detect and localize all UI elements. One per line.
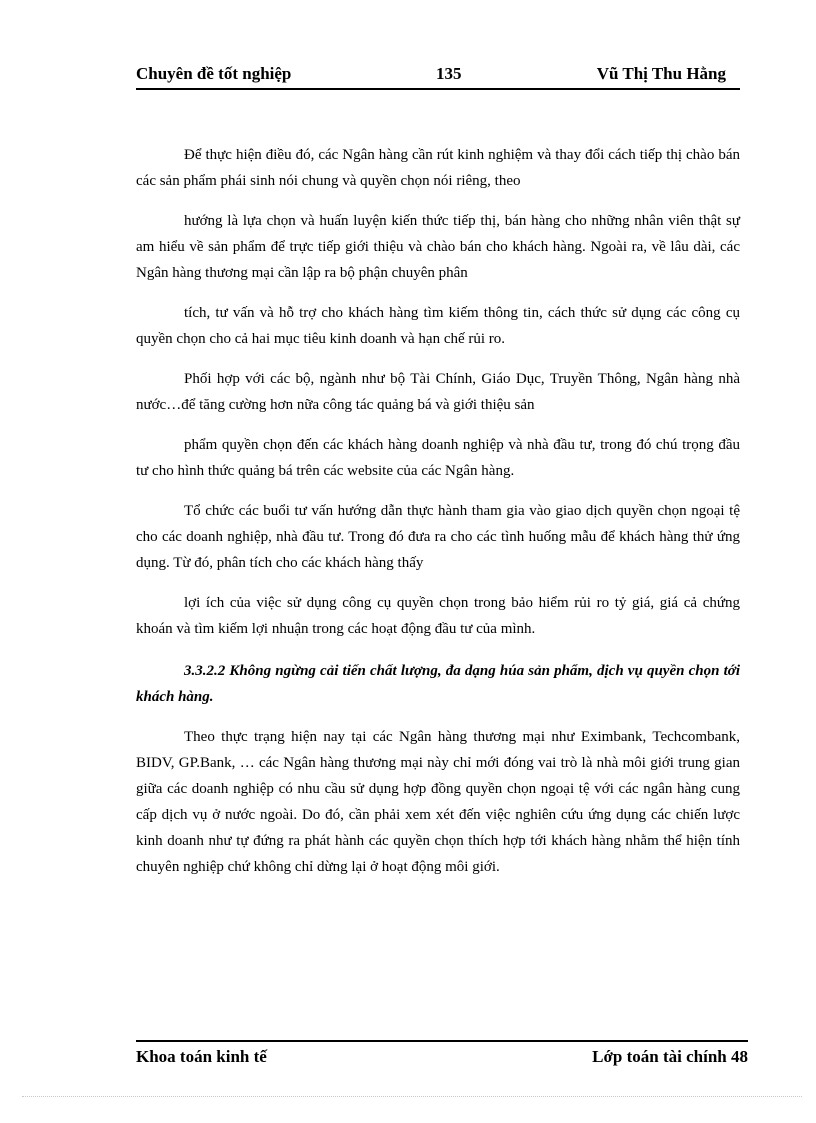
paragraph-7: lợi ích của việc sử dụng công cụ quyền chọn trong bảo hiểm rủi ro tỷ giá, giá cả chứng khoán và tìm kiếm lợi nhuận trong các hoạt động đầu tư của mình.	[136, 595, 740, 637]
paragraph-5: phẩm quyền chọn đến các khách hàng doanh nghiệp và nhà đầu tư, trong đó chú trọng đầu tư cho hình thức quảng bá trên các website của các Ngân hàng.	[136, 437, 740, 479]
header-title: Chuyên đề tốt nghiệp	[136, 64, 292, 83]
page-header	[136, 62, 740, 90]
paragraph-6: Tổ chức các buổi tư vấn hướng dẫn thực hành tham gia vào giao dịch quyền chọn ngoại tệ cho các doanh nghiệp, nhà đầu tư. Trong đó đưa ra cho các tình huống mẫu để khách hàng thử ứng dụng. Từ đó, phân tích cho các khách hàng thấy	[136, 503, 740, 571]
paragraph-2: hướng là lựa chọn và huấn luyện kiến thức tiếp thị, bán hàng cho những nhân viên thật sự am hiểu về sản phẩm để trực tiếp giới thiệu và chào bán cho khách hàng. Ngoài ra, về lâu dài, các Ngân hàng thương mại cần lập ra bộ phận chuyên phân	[136, 213, 740, 281]
paragraph-1: Để thực hiện điều đó, các Ngân hàng cần rút kinh nghiệm và thay đổi cách tiếp thị chào bán các sản phẩm phái sinh nói chung và quyền chọn nói riêng, theo	[136, 147, 740, 189]
header-author: Vũ Thị Thu Hằng	[596, 64, 726, 83]
paragraph-3: tích, tư vấn và hỗ trợ cho khách hàng tìm kiếm thông tin, cách thức sử dụng các công cụ quyền chọn cho cả hai mục tiêu kinh doanh và hạn chế rủi ro.	[136, 305, 740, 347]
footer-faculty: Khoa toán kinh tế	[136, 1047, 267, 1066]
page-bottom-divider	[22, 1096, 802, 1097]
paragraph-8: Theo thực trạng hiện nay tại các Ngân hàng thương mại như Eximbank, Techcombank, BIDV, GP.Bank, … các Ngân hàng thương mại này chỉ mới đóng vai trò là nhà môi giới trung gian giữa các doanh nghiệp có nhu cầu sử dụng hợp đồng quyền chọn ngoại tệ với các ngân hàng cung cấp dịch vụ ở nước ngoài. Do đó, cần phải xem xét đến việc nghiên cứu ứng dụng các chiến lược kinh doanh như tự đứng ra phát hành các quyền chọn thích hợp tới khách hàng nhằm thể hiện tính chuyên nghiệp chứ không chỉ dừng lại ở hoạt động môi giới.	[136, 729, 740, 875]
footer-class: Lớp toán tài chính 48	[592, 1047, 748, 1066]
document-body	[136, 142, 740, 880]
paragraph-4: Phối hợp với các bộ, ngành như bộ Tài Chính, Giáo Dục, Truyền Thông, Ngân hàng nhà nước…để tăng cường hơn nữa công tác quảng bá và giới thiệu sản	[136, 371, 740, 413]
page-number: 135	[436, 64, 462, 83]
page-footer	[136, 1040, 748, 1076]
section-heading: 3.3.2.2 Không ngừng cải tiến chất lượng, đa dạng húa sản phẩm, dịch vụ quyền chọn tới khách hàng.	[136, 663, 740, 705]
